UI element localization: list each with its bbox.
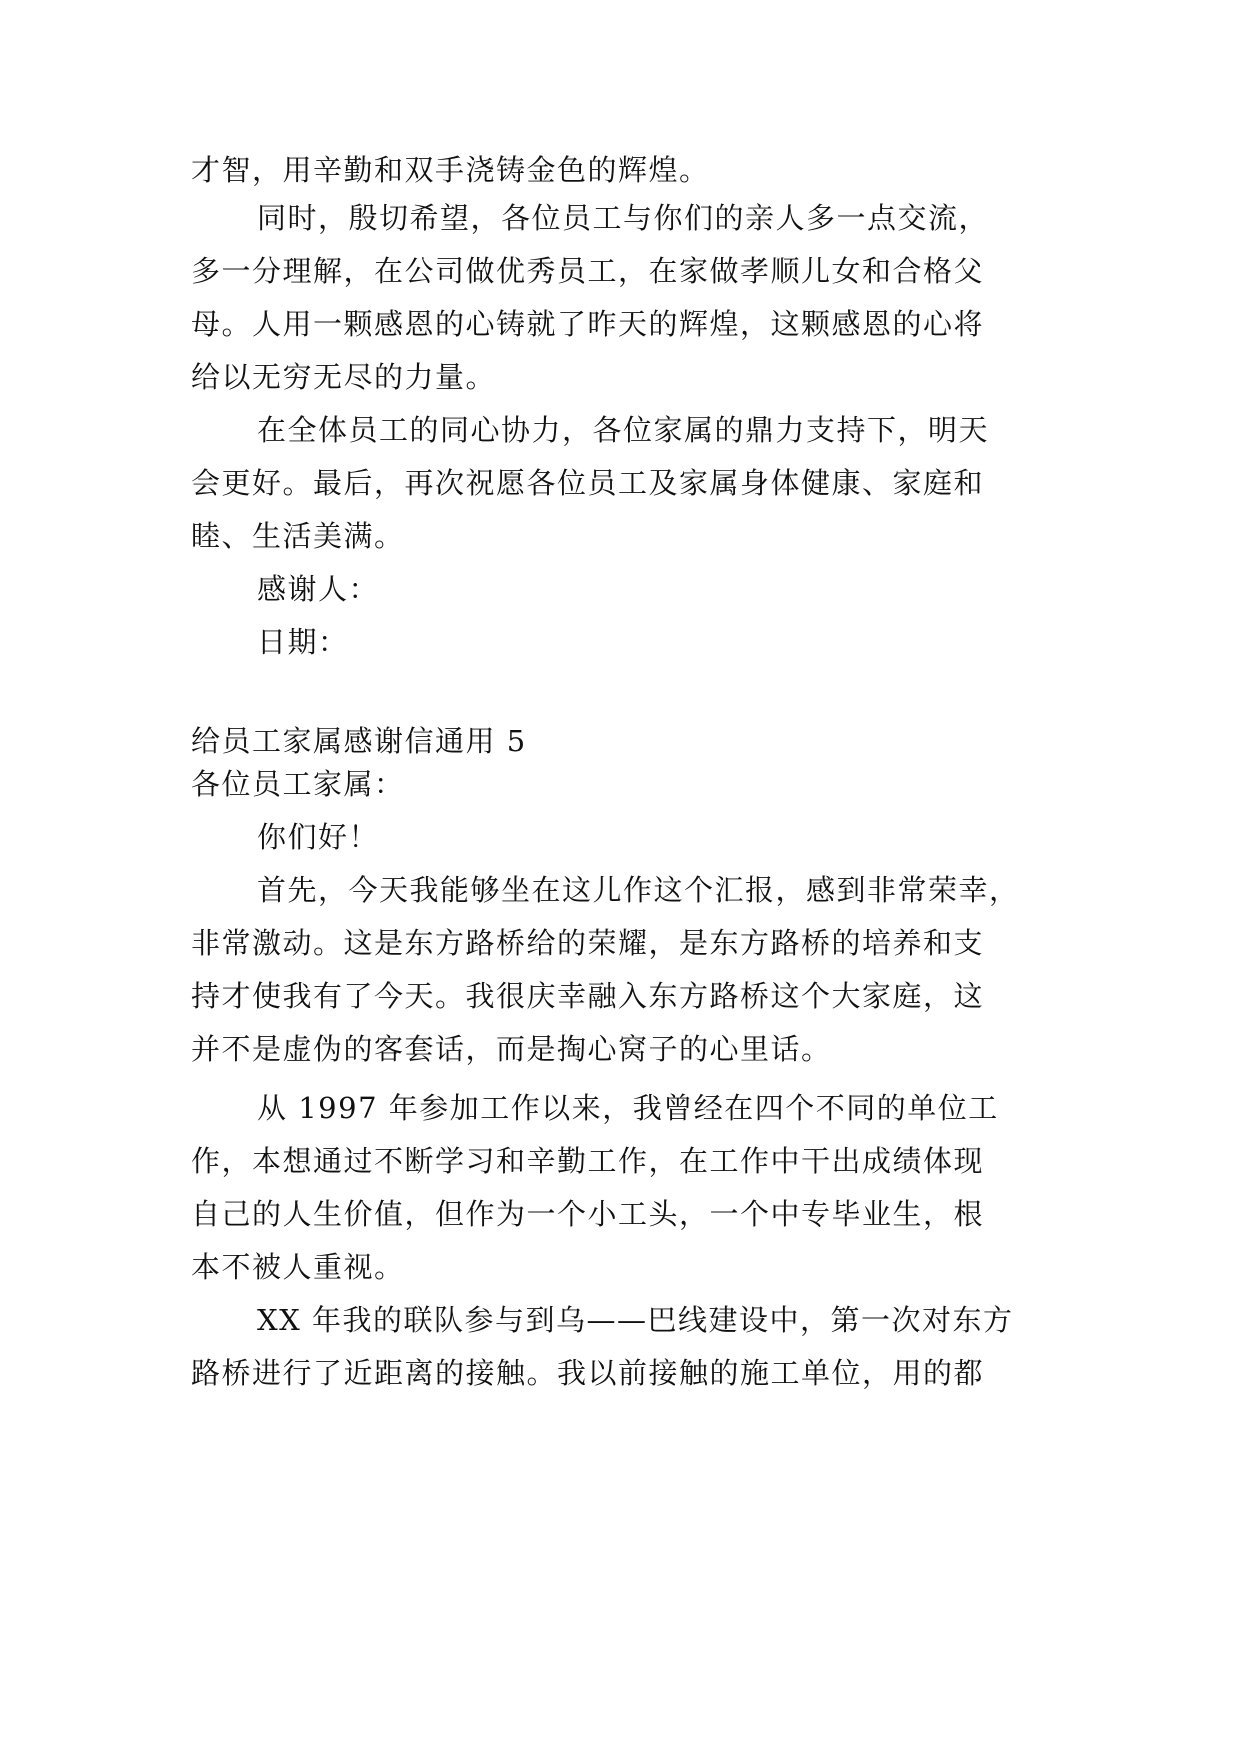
paragraph-line: 非常激动。这是东方路桥给的荣耀，是东方路桥的培养和支: [191, 926, 985, 960]
paragraph-line: 持才使我有了今天。我很庆幸融入东方路桥这个大家庭，这: [191, 979, 985, 1013]
paragraph-line: 给以无穷无尽的力量。: [191, 360, 497, 394]
paragraph-line: 母。人用一颗感恩的心铸就了昨天的辉煌，这颗感恩的心将: [191, 307, 985, 341]
paragraph-line: 多一分理解，在公司做优秀员工，在家做孝顺儿女和合格父: [191, 254, 985, 288]
salutation: 各位员工家属：: [191, 767, 405, 801]
paragraph-line: 同时，殷切希望，各位员工与你们的亲人多一点交流，: [257, 201, 990, 235]
paragraph-line: 路桥进行了近距离的接触。我以前接触的施工单位，用的都: [191, 1356, 985, 1390]
paragraph-line: XX 年我的联队参与到乌——巴线建设中，第一次对东方: [257, 1303, 1014, 1337]
paragraph-line: 作，本想通过不断学习和辛勤工作，在工作中干出成绩体现: [191, 1144, 985, 1178]
signature-label: 感谢人：: [257, 572, 380, 606]
paragraph-line: 自己的人生价值，但作为一个小工头，一个中专毕业生，根: [191, 1197, 985, 1231]
paragraph-line: 首先，今天我能够坐在这儿作这个汇报，感到非常荣幸，: [257, 873, 1020, 907]
paragraph-line: 并不是虚伪的客套话，而是掏心窝子的心里话。: [191, 1032, 832, 1066]
greeting: 你们好！: [257, 820, 380, 854]
paragraph-line: 在全体员工的同心协力，各位家属的鼎力支持下，明天: [257, 413, 990, 447]
paragraph-line: 本不被人重视。: [191, 1250, 405, 1284]
paragraph-line: 会更好。最后，再次祝愿各位员工及家属身体健康、家庭和: [191, 466, 985, 500]
letter-title: 给员工家属感谢信通用 5: [191, 724, 527, 758]
paragraph-line: 从 1997 年参加工作以来，我曾经在四个不同的单位工: [257, 1091, 999, 1125]
paragraph-line: 睦、生活美满。: [191, 519, 405, 553]
paragraph-line: 才智，用辛勤和双手浇铸金色的辉煌。: [191, 153, 710, 187]
date-label: 日期：: [257, 625, 349, 659]
